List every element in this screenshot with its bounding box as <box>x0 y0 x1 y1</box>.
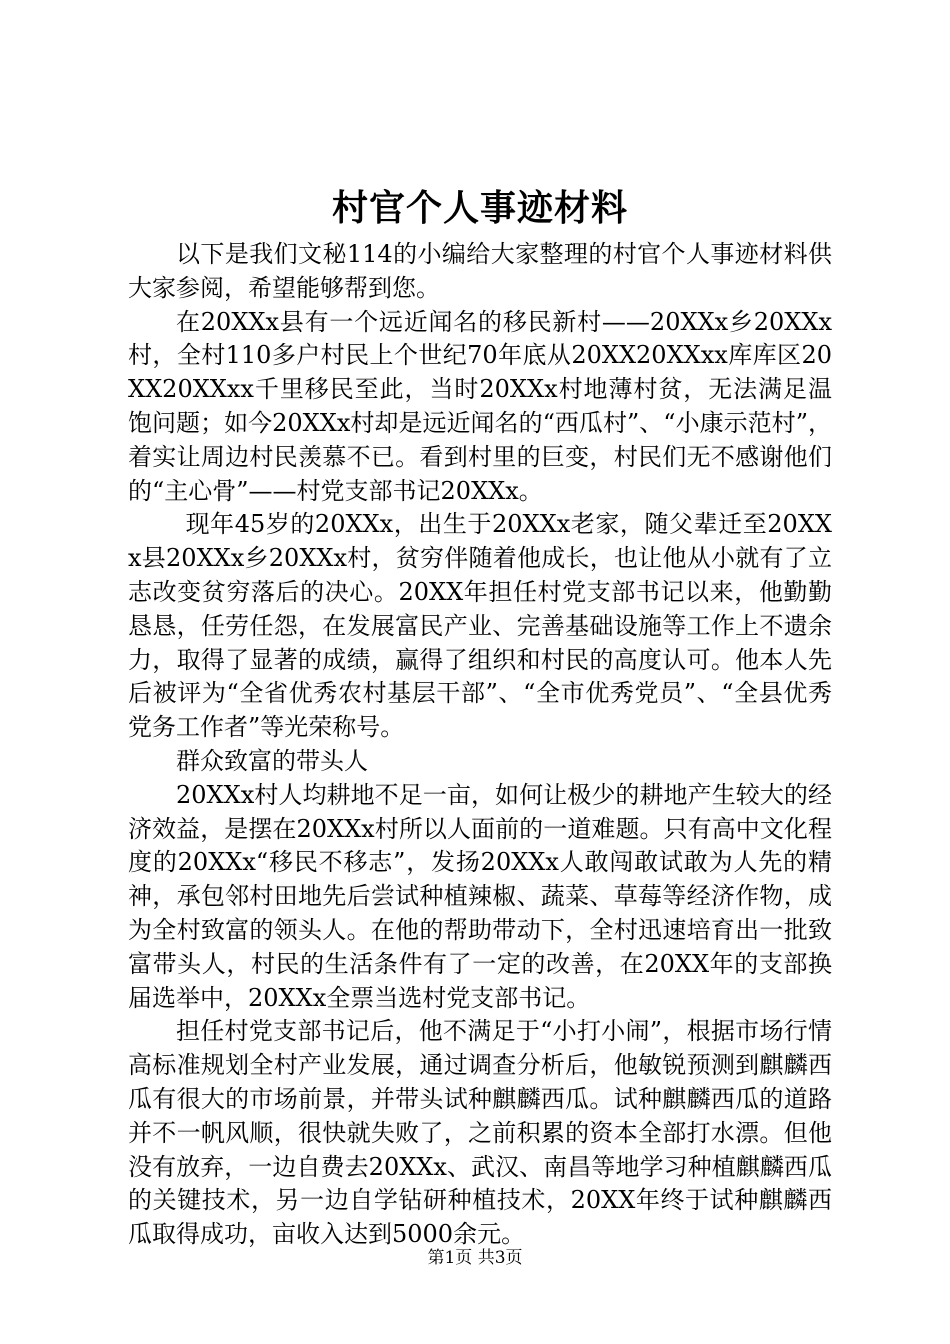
document-title: 村官个人事迹材料 <box>331 187 628 229</box>
paragraph-village-background: 在20XXx县有一个远近闻名的移民新村——20XXx乡20XXx村，全村110多户村民上个世纪70年底从20XX20XXxx库库区20XX20XXxx千里移民至此，当时20XXx村地薄村贫，无法满足温饱问题；如今20XXx村却是远近闻名的“西瓜村”、“小康示范村”，着实让周边村民羡慕不已。看到村里的巨变，村民们无不感谢他们的“主心骨”——村党支部书记20XXx。 <box>128 307 832 505</box>
page-number-footer: 第1页 共3页 <box>427 1248 523 1268</box>
document-page <box>128 180 832 1252</box>
paragraph-watermelon: 担任村党支部书记后，他不满足于“小打小闹”，根据市场行情高标准规划全村产业发展，通过调查分析后，他敏锐预测到麒麟西瓜有很大的市场前景，并带头试种麒麟西瓜。试种麒麟西瓜的道路并不一帆风顺，很快就失败了，之前积累的资本全部打水漂。但他没有放弃，一边自费去20XXx、武汉、南昌等地学习种植麒麟西瓜的关键技术，另一边自学钻研种植技术，20XX年终于试种麒麟西瓜取得成功，亩收入达到5000余元。 <box>128 1017 832 1249</box>
paragraph-profile: 现年45岁的20XXx，出生于20XXx老家，随父辈迁至20XXx县20XXx乡20XXx村，贫穷伴随着他成长，也让他从小就有了立志改变贫穷落后的决心。20XX年担任村党支部书记以来，他勤勤恳恳，任劳任怨，在发展富民产业、完善基础设施等工作上不遗余力，取得了显著的成绩，赢得了组织和村民的高度认可。他本人先后被评为“全省优秀农村基层干部”、“全市优秀党员”、“全县优秀党务工作者”等光荣称号。 <box>128 510 832 742</box>
paragraph-intro: 以下是我们文秘114的小编给大家整理的村官个人事迹材料供大家参阅，希望能够帮到您。 <box>128 240 832 302</box>
paragraph-leader: 20XXx村人均耕地不足一亩，如何让极少的耕地产生较大的经济效益，是摆在20XXx村所以人面前的一道难题。只有高中文化程度的20XXx“移民不移志”，发扬20XXx人敢闯敢试敢为人先的精神，承包邻村田地先后尝试种植辣椒、蔬菜、草莓等经济作物，成为全村致富的领头人。在他的帮助带动下，全村迅速培育出一批致富带头人，村民的生活条件有了一定的改善，在20XX年的支部换届选举中，20XXx全票当选村党支部书记。 <box>128 780 832 1012</box>
section-heading: 群众致富的带头人 <box>176 746 368 775</box>
